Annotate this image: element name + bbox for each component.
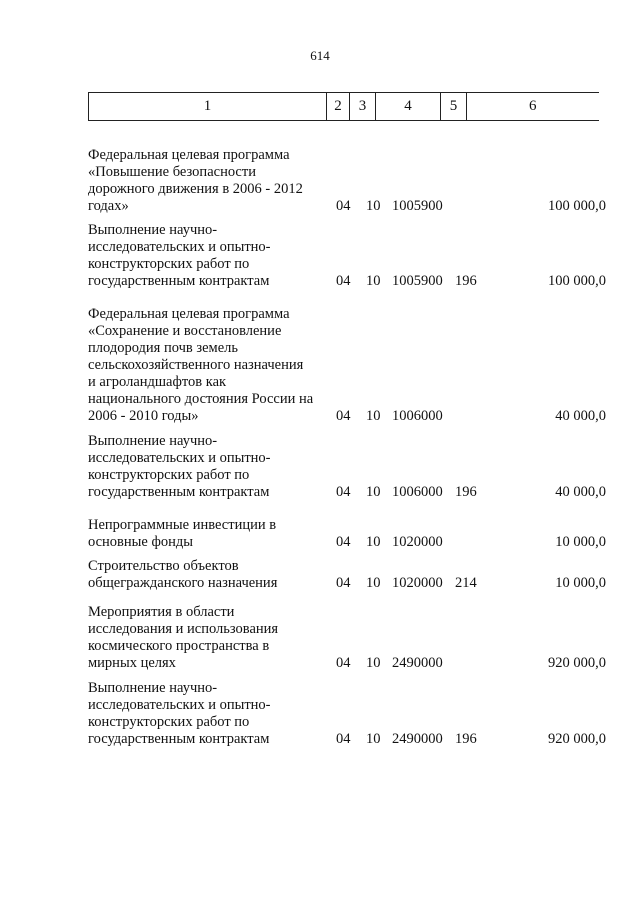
description-line: мирных целях: [88, 655, 176, 671]
description-line: конструкторских работ по: [88, 467, 250, 483]
description-line: плодородия почв земель: [88, 340, 238, 356]
description-line: общегражданского назначения: [88, 575, 278, 591]
subsection-code: 10: [366, 198, 381, 214]
description-line: Непрограммные инвестиции в: [88, 517, 277, 533]
table-row: [88, 517, 608, 551]
page-number: 614: [310, 48, 330, 63]
column-header-5: 5: [441, 93, 467, 121]
description-line: основные фонды: [88, 534, 193, 550]
subsection-code: 10: [366, 484, 381, 500]
target-article-code: 1020000: [392, 534, 443, 550]
section-code: 04: [336, 408, 351, 424]
table-row: [88, 306, 608, 425]
description-line: государственным контрактам: [88, 484, 270, 500]
table-row: [88, 433, 608, 501]
amount: 40 000,0: [555, 408, 606, 424]
subsection-code: 10: [366, 534, 381, 550]
table-row: [88, 147, 608, 215]
section-code: 04: [336, 484, 351, 500]
section-code: 04: [336, 534, 351, 550]
table-row: [88, 604, 608, 672]
subsection-code: 10: [366, 655, 381, 671]
description-line: государственным контрактам: [88, 273, 270, 289]
table-row: [88, 222, 608, 290]
column-header-1: 1: [89, 93, 327, 121]
target-article-code: 1006000: [392, 484, 443, 500]
subsection-code: 10: [366, 408, 381, 424]
section-code: 04: [336, 731, 351, 747]
column-header-table: [88, 92, 599, 121]
row-description: [88, 558, 328, 592]
row-description: [88, 222, 328, 290]
description-line: годах»: [88, 198, 129, 214]
table-row: [88, 558, 608, 592]
column-header-row: [89, 93, 599, 121]
target-article-code: 2490000: [392, 655, 443, 671]
column-header-4: 4: [376, 93, 441, 121]
expense-type-code: 214: [455, 575, 477, 591]
section-code: 04: [336, 575, 351, 591]
description-line: «Сохранение и восстановление: [88, 323, 282, 339]
amount: 100 000,0: [548, 198, 606, 214]
row-description: [88, 306, 328, 425]
column-header-6: 6: [467, 93, 599, 121]
subsection-code: 10: [366, 575, 381, 591]
description-line: национального достояния России на: [88, 391, 314, 407]
description-line: исследовательских и опытно-: [88, 450, 271, 466]
section-code: 04: [336, 198, 351, 214]
expense-type-code: 196: [455, 731, 477, 747]
description-line: Выполнение научно-: [88, 222, 218, 238]
target-article-code: 1005900: [392, 273, 443, 289]
target-article-code: 2490000: [392, 731, 443, 747]
expense-type-code: 196: [455, 484, 477, 500]
description-line: космического пространства в: [88, 638, 270, 654]
amount: 10 000,0: [555, 575, 606, 591]
description-line: дорожного движения в 2006 - 2012: [88, 181, 303, 197]
target-article-code: 1006000: [392, 408, 443, 424]
section-code: 04: [336, 655, 351, 671]
description-line: Мероприятия в области: [88, 604, 235, 620]
amount: 10 000,0: [555, 534, 606, 550]
amount: 920 000,0: [548, 731, 606, 747]
description-line: конструкторских работ по: [88, 256, 250, 272]
target-article-code: 1005900: [392, 198, 443, 214]
description-line: «Повышение безопасности: [88, 164, 256, 180]
description-line: исследования и использования: [88, 621, 279, 637]
row-description: [88, 604, 328, 672]
amount: 920 000,0: [548, 655, 606, 671]
subsection-code: 10: [366, 273, 381, 289]
subsection-code: 10: [366, 731, 381, 747]
description-line: конструкторских работ по: [88, 714, 250, 730]
expense-type-code: 196: [455, 273, 477, 289]
description-line: 2006 - 2010 годы»: [88, 408, 199, 424]
description-line: исследовательских и опытно-: [88, 697, 271, 713]
description-line: государственным контрактам: [88, 731, 270, 747]
description-line: Строительство объектов: [88, 558, 239, 574]
row-description: [88, 680, 328, 748]
target-article-code: 1020000: [392, 575, 443, 591]
section-code: 04: [336, 273, 351, 289]
description-line: Выполнение научно-: [88, 680, 218, 696]
column-header-3: 3: [350, 93, 376, 121]
column-header-2: 2: [327, 93, 350, 121]
description-line: сельскохозяйственного назначения: [88, 357, 304, 373]
row-description: [88, 517, 328, 551]
description-line: Выполнение научно-: [88, 433, 218, 449]
description-line: Федеральная целевая программа: [88, 306, 290, 322]
description-line: исследовательских и опытно-: [88, 239, 271, 255]
row-description: [88, 433, 328, 501]
row-description: [88, 147, 328, 215]
amount: 100 000,0: [548, 273, 606, 289]
description-line: и агроландшафтов как: [88, 374, 227, 390]
description-line: Федеральная целевая программа: [88, 147, 290, 163]
table-row: [88, 680, 608, 748]
amount: 40 000,0: [555, 484, 606, 500]
